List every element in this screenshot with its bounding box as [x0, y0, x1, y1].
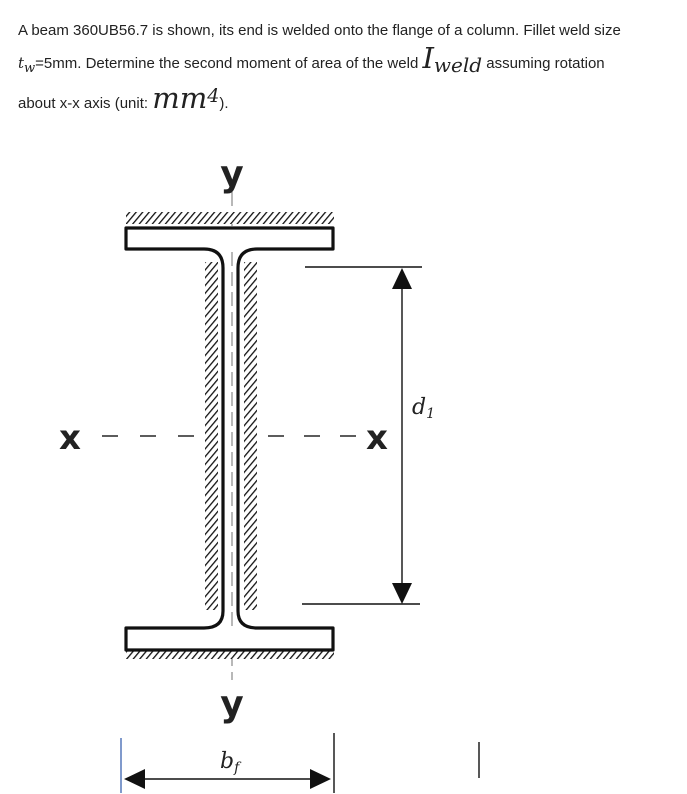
- x-label-left: x: [59, 418, 81, 458]
- question-text-3b: ).: [219, 95, 229, 112]
- unit-base: mm: [152, 81, 208, 115]
- x-label-right: x: [366, 418, 388, 458]
- depth-arrow-top-icon: [392, 268, 412, 289]
- depth-label: d1: [412, 395, 436, 422]
- question-text-3a: about x-x axis (unit:: [18, 95, 153, 112]
- width-arrow-left-icon: [124, 769, 145, 789]
- i-beam-section: [126, 228, 333, 650]
- tw-subscript: w: [24, 61, 36, 76]
- question-text-2b: assuming rotation: [482, 55, 605, 72]
- y-label-bottom: y: [220, 684, 244, 725]
- width-arrow-right-icon: [310, 769, 331, 789]
- unit-exponent: 4: [207, 85, 220, 107]
- weld-top-flange: [126, 212, 334, 224]
- width-label: bf: [220, 749, 240, 776]
- y-label-top: y: [220, 154, 244, 195]
- iweld-subscript: weld: [433, 53, 483, 77]
- question-text-2a: =5mm. Determine the second moment of area of the weld: [35, 55, 423, 72]
- iweld-symbol: I: [422, 41, 434, 75]
- weld-web-left: [205, 262, 218, 610]
- tw-symbol: t: [18, 54, 25, 72]
- depth-arrow-bottom-icon: [392, 583, 412, 604]
- question-text-1: A beam 360UB56.7 is shown, its end is welded onto the flange of a column. Fillet weld size: [18, 22, 621, 39]
- weld-web-right: [244, 262, 257, 610]
